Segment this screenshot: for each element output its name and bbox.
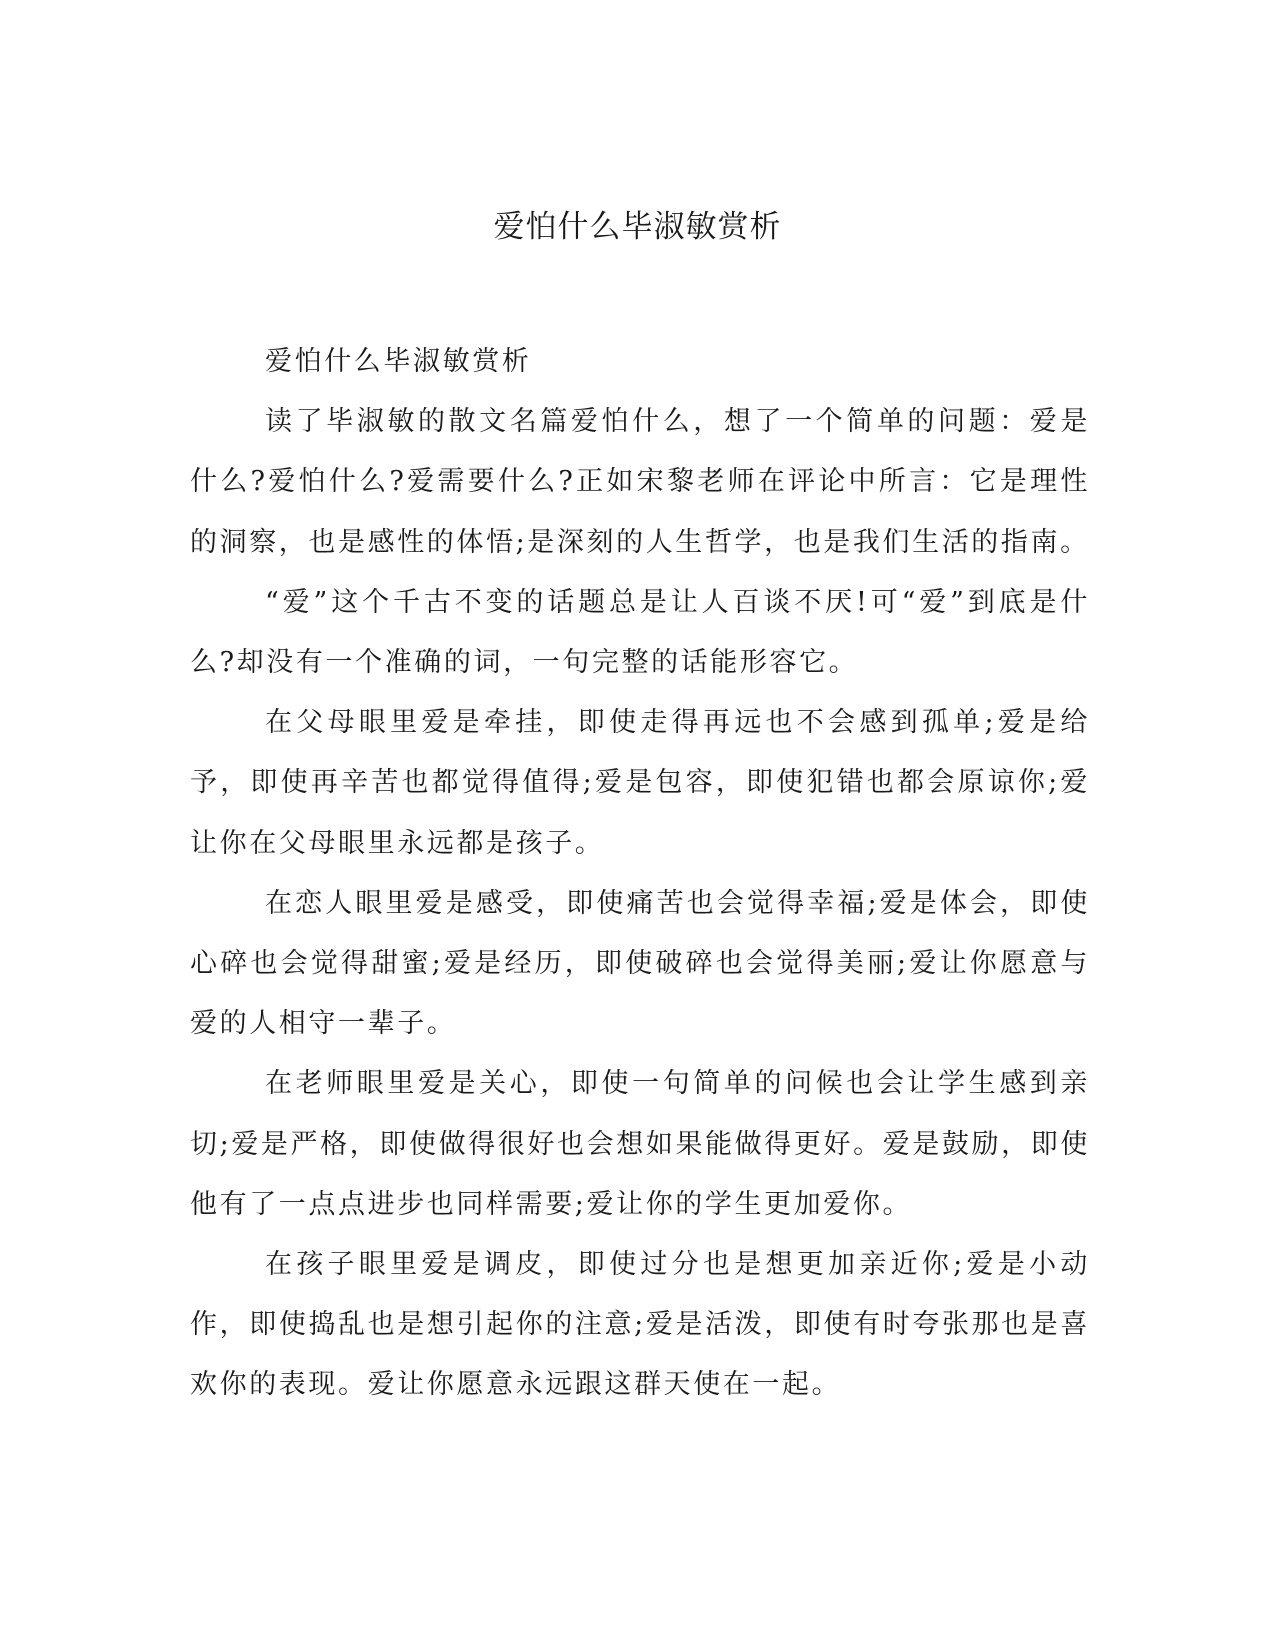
paragraph-teachers: 在老师眼里爱是关心，即使一句简单的问候也会让学生感到亲切;爱是严格，即使做得很好也会想如果能做得更好。爱是鼓励，即使他有了一点点进步也同样需要;爱让你的学生更加爱你。 bbox=[190, 1068, 1090, 1220]
paragraph-children: 在孩子眼里爱是调皮，即使过分也是想更加亲近你;爱是小动作，即使捣乱也是想引起你的注意;爱是活泼，即使有时夸张那也是喜欢你的表现。爱让你愿意永远跟这群天使在一起。 bbox=[190, 1249, 1090, 1401]
document-body bbox=[190, 332, 1090, 1416]
paragraph-subtitle: 爱怕什么毕淑敏赏析 bbox=[265, 346, 532, 377]
paragraph-love-topic: “爱”这个千古不变的话题总是让人百谈不厌!可“爱”到底是什么?却没有一个准确的词，一句完整的话能形容它。 bbox=[190, 586, 1090, 679]
paragraph-lovers: 在恋人眼里爱是感受，即使痛苦也会觉得幸福;爱是体会，即使心碎也会觉得甜蜜;爱是经历，即使破碎也会觉得美丽;爱让你愿意与爱的人相守一辈子。 bbox=[190, 887, 1090, 1040]
document-title: 爱怕什么毕淑敏赏析 bbox=[493, 209, 782, 245]
paragraph-intro: 读了毕淑敏的散文名篇爱怕什么，想了一个简单的问题：爱是什么?爱怕什么?爱需要什么?正如宋黎老师在评论中所言：它是理性的洞察，也是感性的体悟;是深刻的人生哲学，也是我们生活的指南。 bbox=[190, 406, 1090, 558]
paragraph-parents: 在父母眼里爱是牵挂，即使走得再远也不会感到孤单;爱是给予，即使再辛苦也都觉得值得;爱是包容，即使犯错也都会原谅你;爱让你在父母眼里永远都是孩子。 bbox=[190, 707, 1090, 859]
